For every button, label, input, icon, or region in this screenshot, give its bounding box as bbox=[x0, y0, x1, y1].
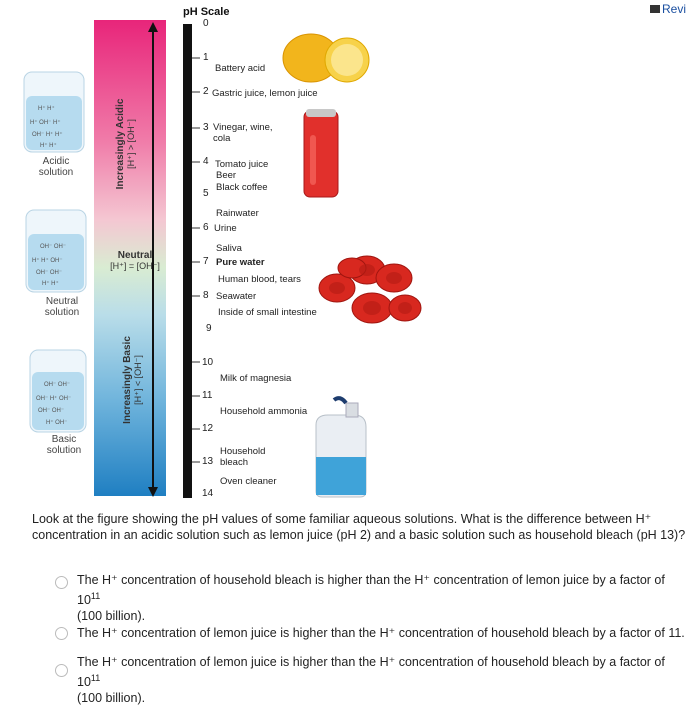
lemon-illustration bbox=[275, 28, 375, 88]
label-rainwater: Rainwater bbox=[216, 208, 259, 219]
tick-8: 8 bbox=[203, 290, 209, 301]
tick-9: 9 bbox=[206, 323, 212, 334]
label-beer: Beer bbox=[216, 170, 237, 181]
radio-option-2[interactable] bbox=[55, 627, 68, 640]
answer-option-1[interactable]: The H⁺ concentration of household bleach is higher than the H⁺ concentration of lemon juice by a factor of $10^{11}$ (100 billion). bbox=[55, 572, 685, 624]
tick-10: 10 bbox=[202, 357, 214, 368]
bleach-bottle-illustration bbox=[306, 395, 376, 500]
svg-text:H⁺ H⁺: H⁺ H⁺ bbox=[42, 281, 59, 287]
tick-1: 1 bbox=[203, 52, 209, 63]
label-battery-acid: Battery acid bbox=[215, 63, 266, 74]
label-pure-water: Pure water bbox=[216, 257, 265, 268]
tick-2: 2 bbox=[203, 86, 209, 97]
label-household-bleach: Household bleach bbox=[220, 446, 266, 468]
tick-0: 0 bbox=[203, 18, 209, 29]
label-human-blood: Human blood, tears bbox=[218, 274, 301, 285]
basic-solution-label: Basic solution bbox=[46, 434, 82, 456]
neutral-solution-label: Neutral solution bbox=[44, 296, 80, 318]
label-household-ammonia: Household ammonia bbox=[220, 406, 308, 417]
red-blood-cells-illustration bbox=[312, 248, 427, 336]
tick-12: 12 bbox=[202, 423, 214, 434]
question-text: Look at the figure showing the pH values of some familiar aqueous solutions. What is the difference between H⁺ concentration in an acidic solution such as lemon juice (pH 2) and a basic solution such as household bleach (pH 13)? bbox=[32, 512, 686, 542]
acidic-solution-label: Acidic solution bbox=[38, 156, 74, 178]
review-button[interactable]: Revi bbox=[650, 2, 686, 16]
svg-text:H⁺ OH⁻ H⁺: H⁺ OH⁻ H⁺ bbox=[30, 120, 61, 126]
tick-4: 4 bbox=[203, 156, 209, 167]
label-saliva: Saliva bbox=[216, 243, 242, 254]
label-milk-of-magnesia: Milk of magnesia bbox=[220, 373, 292, 384]
svg-text:OH⁻ H⁺ OH⁻: OH⁻ H⁺ OH⁻ bbox=[36, 396, 72, 402]
label-gastric-juice: Gastric juice, lemon juice bbox=[212, 88, 318, 99]
tick-13: 13 bbox=[202, 456, 214, 467]
radio-option-1[interactable] bbox=[55, 576, 68, 589]
label-urine: Urine bbox=[214, 223, 237, 234]
tick-3: 3 bbox=[203, 122, 209, 133]
label-black-coffee: Black coffee bbox=[216, 182, 268, 193]
neutral-region-label: Neutral [H⁺] = [OH⁻] bbox=[110, 250, 160, 271]
tick-11: 11 bbox=[202, 390, 213, 401]
neutral-beaker bbox=[26, 210, 86, 292]
svg-text:OH⁻ OH⁻: OH⁻ OH⁻ bbox=[40, 244, 67, 250]
acidic-region-label: Increasingly Acidic [H⁺] > [OH⁻] bbox=[115, 98, 136, 190]
svg-text:H⁺ H⁺: H⁺ H⁺ bbox=[40, 143, 57, 149]
tick-marks bbox=[192, 0, 204, 505]
svg-text:OH⁻ H⁺ H⁺: OH⁻ H⁺ H⁺ bbox=[32, 132, 63, 138]
basic-beaker bbox=[30, 350, 86, 432]
tick-7: 7 bbox=[203, 256, 209, 267]
svg-text:H⁺ H⁺: H⁺ H⁺ bbox=[38, 106, 55, 112]
svg-text:H⁺ H⁺ OH⁻: H⁺ H⁺ OH⁻ bbox=[32, 258, 63, 264]
svg-text:OH⁻ OH⁻: OH⁻ OH⁻ bbox=[36, 270, 63, 276]
basic-region-label: Increasingly Basic [H⁺] < [OH⁻] bbox=[122, 336, 143, 424]
answer-option-3[interactable]: The H⁺ concentration of lemon juice is higher than the H⁺ concentration of household bleach by a factor of $10^{11}$ (100 billion). bbox=[55, 654, 685, 706]
label-vinegar: Vinegar, wine, cola bbox=[213, 122, 273, 144]
svg-text:H⁺ OH⁻: H⁺ OH⁻ bbox=[46, 420, 68, 426]
svg-text:OH⁻ OH⁻: OH⁻ OH⁻ bbox=[38, 408, 65, 414]
tick-5: 5 bbox=[203, 188, 209, 199]
tick-6: 6 bbox=[203, 222, 209, 233]
label-small-intestine: Inside of small intestine bbox=[218, 307, 317, 318]
label-seawater: Seawater bbox=[216, 291, 257, 302]
tick-14: 14 bbox=[202, 488, 214, 499]
ph-scale-bar bbox=[183, 24, 192, 498]
label-tomato-juice: Tomato juice bbox=[215, 159, 269, 170]
radio-option-3[interactable] bbox=[55, 664, 68, 677]
acidic-beaker bbox=[24, 72, 84, 152]
answer-option-2[interactable]: The H⁺ concentration of lemon juice is higher than the H⁺ concentration of household bleach by a factor of 11. bbox=[55, 625, 685, 641]
svg-text:OH⁻ OH⁻: OH⁻ OH⁻ bbox=[44, 382, 71, 388]
label-oven-cleaner: Oven cleaner bbox=[220, 476, 277, 487]
figure-title: pH Scale bbox=[183, 6, 230, 18]
cola-can-illustration bbox=[300, 105, 344, 201]
